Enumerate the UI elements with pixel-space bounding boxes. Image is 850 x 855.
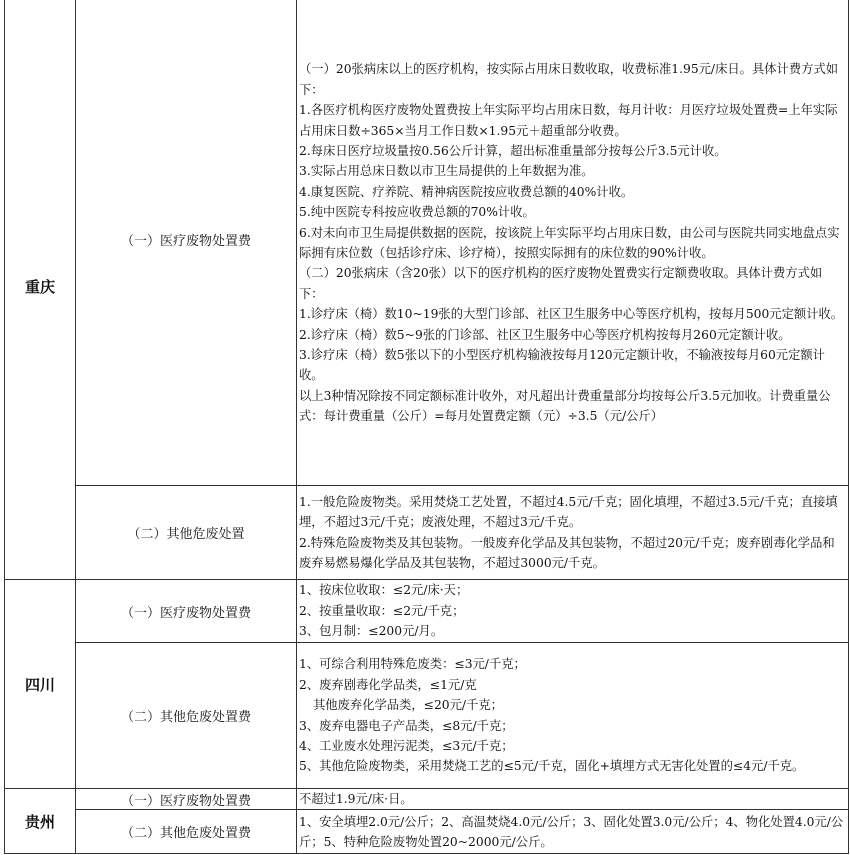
category-cell: （一）医疗废物处置费 <box>76 580 297 643</box>
description-line: 5、其他危险废物类，采用焚烧工艺的≤5元/千克，固化+填埋方式无害化处置的≤4元/千克。 <box>299 759 805 774</box>
description-line: 1.一般危险废物类。采用焚烧工艺处置，不超过4.5元/千克；固化填埋，不超过3.5元/千克；直接填埋，不超过3元/千克；废液处理，不超过3元/千克。 <box>299 494 838 530</box>
description-line: 5.纯中医院专科按应收费总额的70%计收。 <box>299 205 535 220</box>
description-line: 以上3种情况除按不同定额标准计收外，对凡超出计费重量部分均按每公斤3.5元加收。计费重量公式：每计费重量（公斤）=每月处置费定额（元）÷3.5（元/公斤） <box>299 388 831 424</box>
table-row <box>5 810 849 854</box>
description-line: 1、可综合利用特殊危废类：≤3元/千克； <box>299 657 526 672</box>
description-line: 3.诊疗床（椅）数5张以下的小型医疗机构输液按每月120元定额计收，不输液按每月60元定额计收。 <box>299 348 825 383</box>
description-line: 2、按重量收取：≤2元/千克； <box>299 603 465 618</box>
description-line: 4、工业废水处理污泥类，≤3元/千克； <box>299 738 514 753</box>
description-line: 2.每床日医疗垃圾量按0.56公斤计算，超出标准重量部分按每公斤3.5元计收。 <box>299 143 727 158</box>
province-cell: 重庆 <box>5 0 76 580</box>
table-row <box>5 789 849 810</box>
description-cell <box>297 0 849 486</box>
description-line: （二）20张病床（含20张）以下的医疗机构的医疗废物处置费实行定额费收取。具体计费方式如下： <box>299 266 823 301</box>
category-cell: （一）医疗废物处置费 <box>76 789 297 810</box>
description-line: 6.对未向市卫生局提供数据的医院，按该院上年实际平均占用床日数，由公司与医院共同实地盘点实际拥有床位数（包括诊疗床、诊疗椅），按照实际拥有的床位数的90%计收。 <box>299 225 840 260</box>
description-line: 2.诊疗床（椅）数5~9张的门诊部、社区卫生服务中心等医疗机构按每月260元定额计收。 <box>299 327 791 342</box>
fee-table <box>4 0 849 854</box>
table-row <box>5 0 849 486</box>
table-row <box>5 486 849 580</box>
description-line: 3、包月制：≤200元/月。 <box>299 624 444 639</box>
province-cell: 贵州 <box>5 789 76 854</box>
description-line: 2、废弃剧毒化学品类，≤1元/克 <box>299 677 477 692</box>
description-cell: 不超过1.9元/床·日。 <box>297 789 849 810</box>
description-line: （一）20张病床以上的医疗机构，按实际占用床日数收取，收费标准1.95元/床日。具体计费方式如下： <box>299 62 839 97</box>
description-line: 2.特殊危险废物类及其包装物。一般废弃化学品及其包装物，不超过20元/千克；废弃剧毒化学品和废弃易燃易爆化学品及其包装物，不超过3000元/千克。 <box>299 535 835 570</box>
description-cell <box>297 643 849 789</box>
description-line: 3、废弃电器电子产品类，≤8元/千克； <box>299 718 514 733</box>
table-row <box>5 643 849 789</box>
description-cell <box>297 580 849 643</box>
description-cell: 1、安全填埋2.0元/公斤；2、高温焚烧4.0元/公斤；3、固化处置3.0元/公斤；4、物化处置4.0元/公斤；5、特种危险废物处置20~2000元/公斤。 <box>297 810 849 854</box>
description-line: 1.各医疗机构医疗废物处置费按上年实际平均占用床日数，每月计收：月医疗垃圾处置费=上年实际占用床日数÷365×当月工作日数×1.95元＋超重部分收费。 <box>299 103 838 138</box>
description-line: 其他废弃化学品类，≤20元/千克； <box>313 698 503 713</box>
description-line: 1.诊疗床（椅）数10~19张的大型门诊部、社区卫生服务中心等医疗机构，按每月500元定额计收。 <box>299 307 844 322</box>
category-cell: （二）其他危废处置费 <box>76 810 297 854</box>
province-cell: 四川 <box>5 580 76 789</box>
category-cell: （二）其他危废处置 <box>76 486 297 580</box>
table-row <box>5 580 849 643</box>
category-cell: （一）医疗废物处置费 <box>76 0 297 486</box>
description-cell <box>297 486 849 580</box>
description-line: 3.实际占用总床日数以市卫生局提供的上年数据为准。 <box>299 164 594 179</box>
description-line: 1、按床位收取：≤2元/床·天； <box>299 583 469 598</box>
description-line: 4.康复医院、疗养院、精神病医院按应收费总额的40%计收。 <box>299 184 634 199</box>
category-cell: （二）其他危废处置费 <box>76 643 297 789</box>
